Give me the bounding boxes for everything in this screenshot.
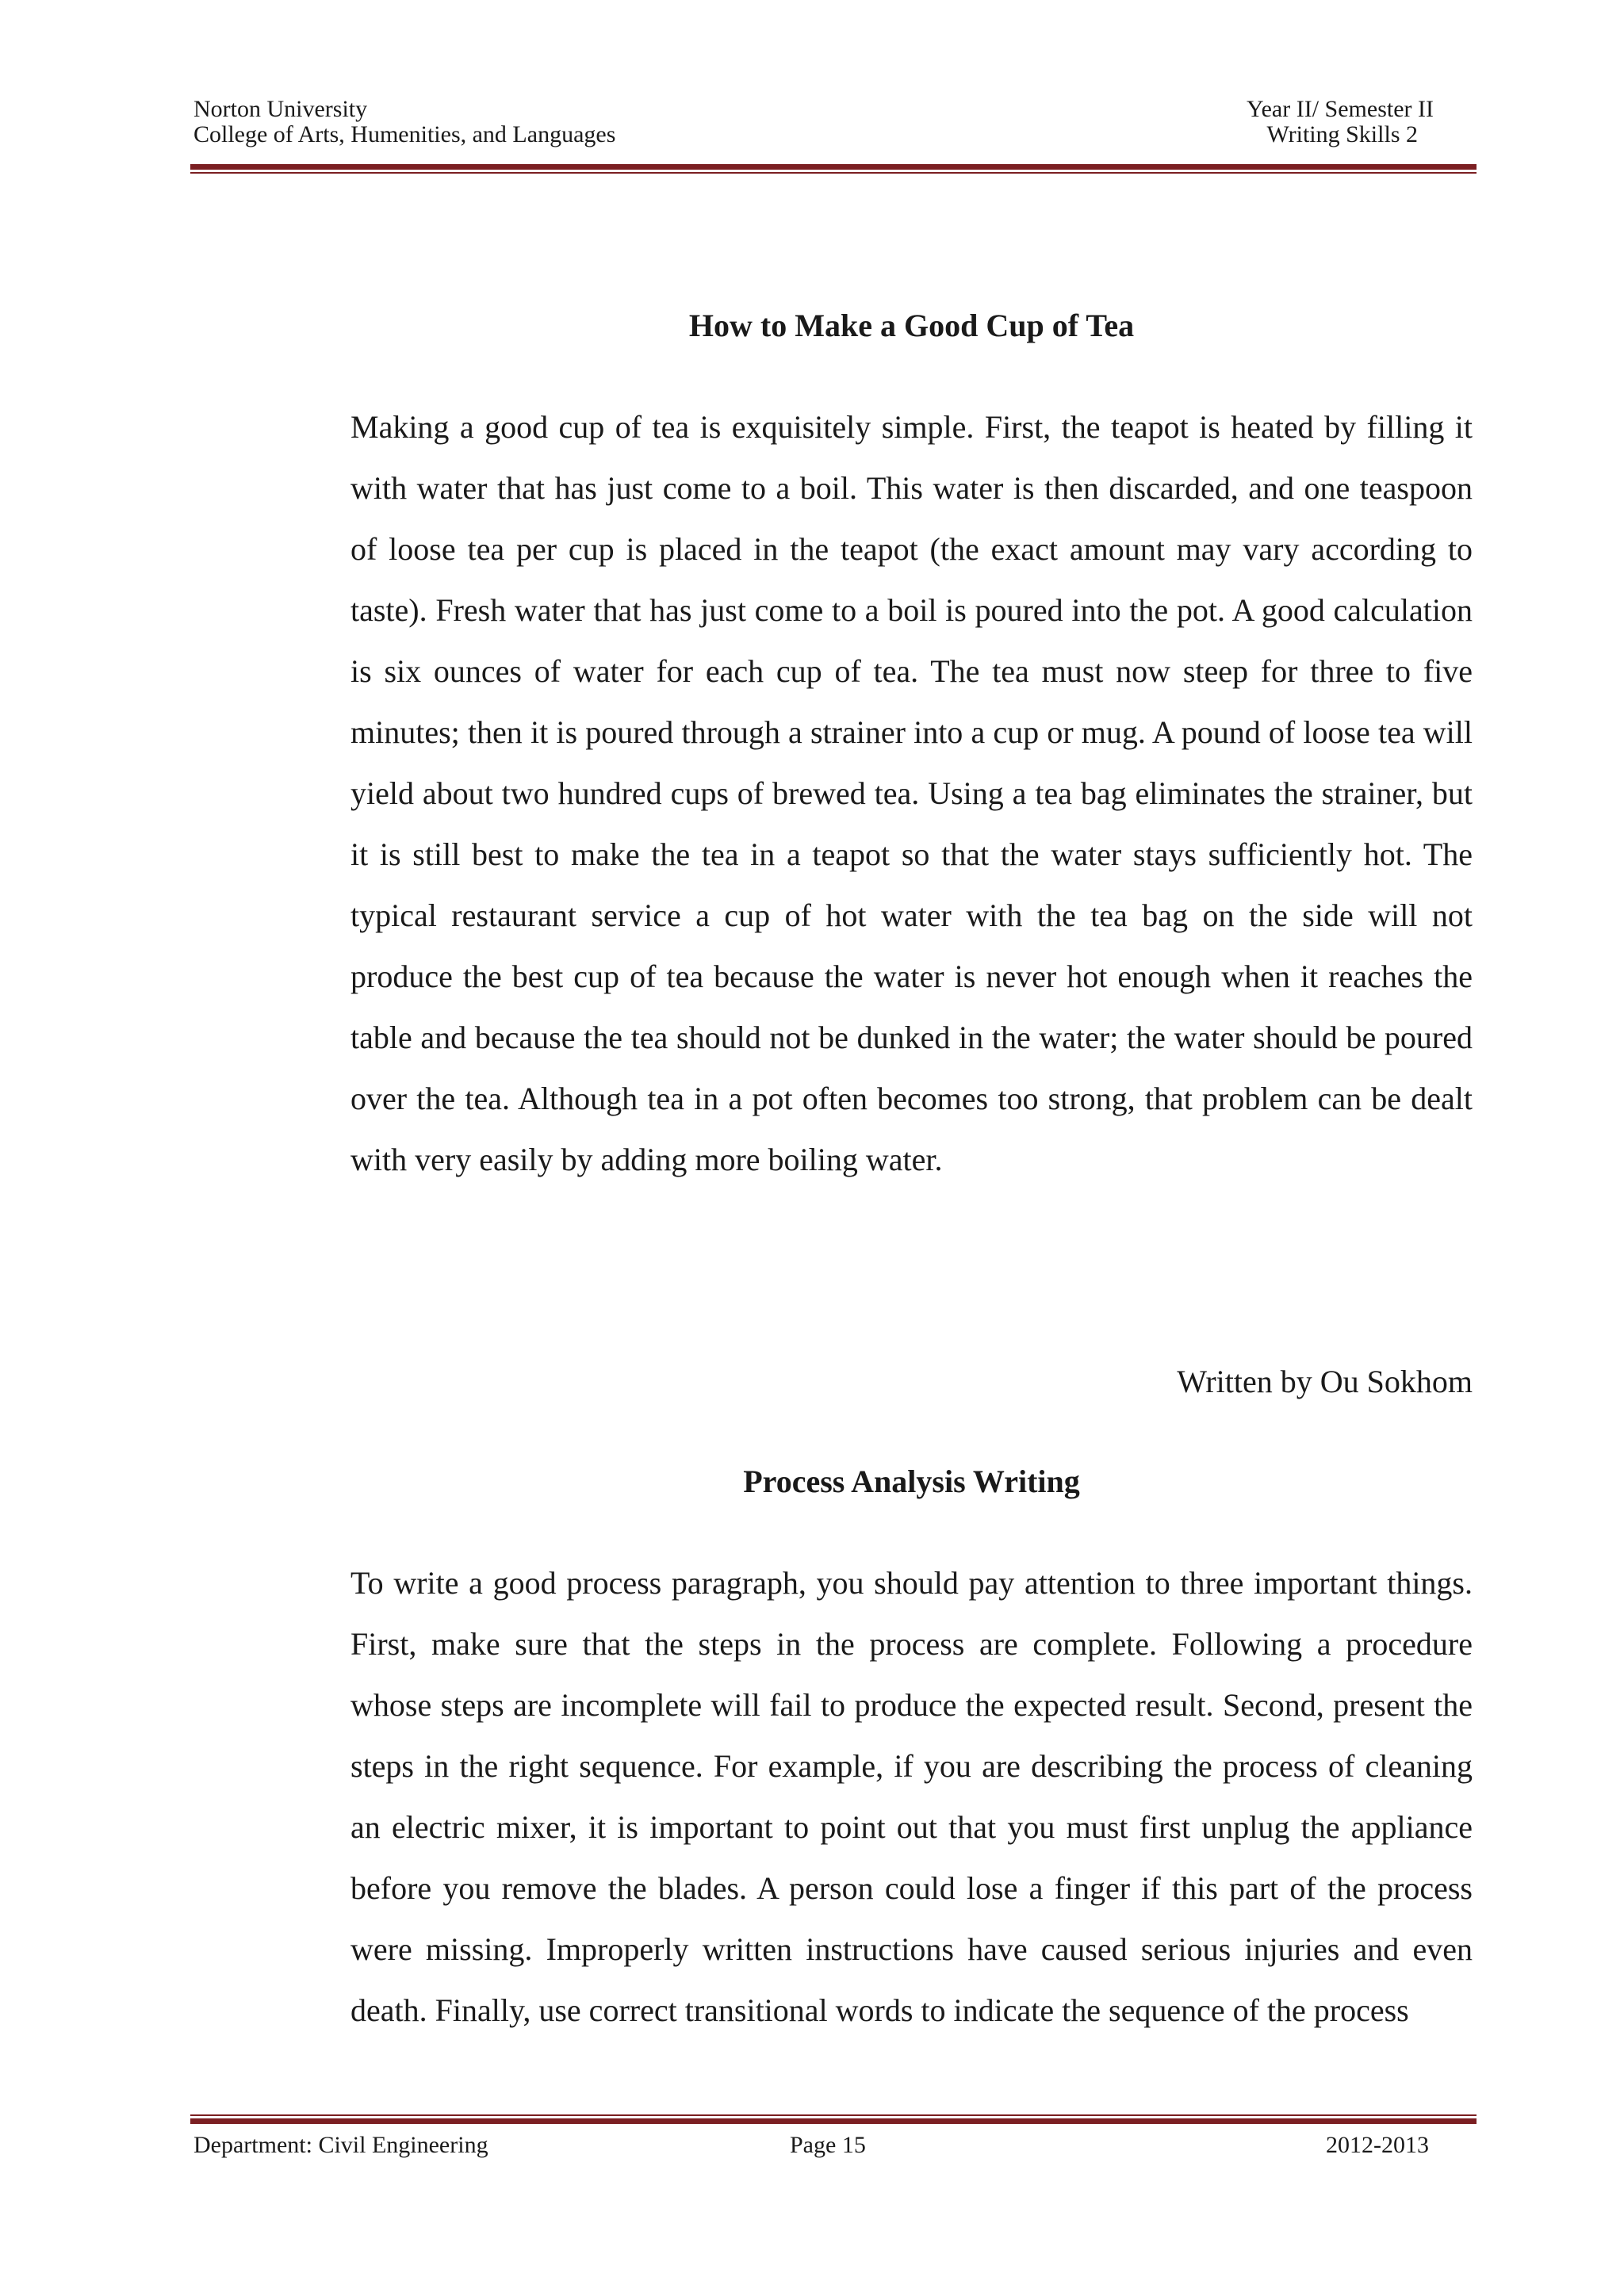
header-rule-thick: [190, 164, 1477, 170]
header-rule: [190, 164, 1477, 174]
footer-rule-thin: [190, 2114, 1477, 2116]
article-title: How to Make a Good Cup of Tea: [688, 308, 1135, 343]
page-header-left: [193, 97, 615, 147]
college-name: College of Arts, Humenities, and Languages: [193, 121, 616, 147]
footer-page-number: Page 15: [790, 2132, 866, 2158]
section-title: Process Analysis Writing: [743, 1464, 1080, 1499]
header-rule-thin: [190, 172, 1477, 174]
footer-rule: [190, 2114, 1477, 2124]
page-header-right: [1247, 97, 1434, 147]
footer-rule-thick: [190, 2118, 1477, 2124]
article-body-container: [350, 396, 1473, 1190]
course-name: Writing Skills 2: [1266, 121, 1418, 147]
article-body: Making a good cup of tea is exquisitely simple. First, the teapot is heated by filling it with water that has just come to a boil. This water is then discarded, and one teaspoon of loose tea per cup is placed in the teapot (the exact amount may vary according to taste). Fresh water that has just come to a boil is poured into the pot. A good calculation is six ounces of water for each cup of tea. The tea must now steep for three to five minutes; then it is poured through a strainer into a cup or mug. A pound of loose tea will yield about two hundred cups of brewed tea. Using a tea bag eliminates the strainer, but it is still best to make the tea in a teapot so that the water stays sufficiently hot. The typical restaurant service a cup of hot water with the tea bag on the side will not produce the best cup of tea because the water is never hot enough when it reaches the table and because the tea should not be dunked in the water; the water should be poured over the tea. Although tea in a pot often becomes too strong, that problem can be dealt with very easily by adding more boiling water.: [350, 409, 1473, 1177]
year-semester: Year II/ Semester II: [1246, 96, 1434, 122]
university-name: Norton University: [193, 96, 368, 122]
section-body: To write a good process paragraph, you should pay attention to three important things. First, make sure that the steps in the process are complete. Following a procedure whose steps are incomplete will fail to produce the expected result. Second, present the steps in the right sequence. For example, if you are describing the process of cleaning an electric mixer, it is important to point out that you must first unplug the appliance before you remove the blades. A person could lose a finger if this part of the process were missing. Improperly written instructions have caused serious injuries and even death. Finally, use correct transitional words to indicate the sequence of the process: [350, 1565, 1473, 2028]
article-signature: Written by Ou Sokhom: [1177, 1364, 1473, 1399]
footer-department: Department: Civil Engineering: [193, 2132, 488, 2158]
footer-academic-year: 2012-2013: [1326, 2132, 1429, 2158]
section-body-container: [350, 1552, 1473, 2041]
